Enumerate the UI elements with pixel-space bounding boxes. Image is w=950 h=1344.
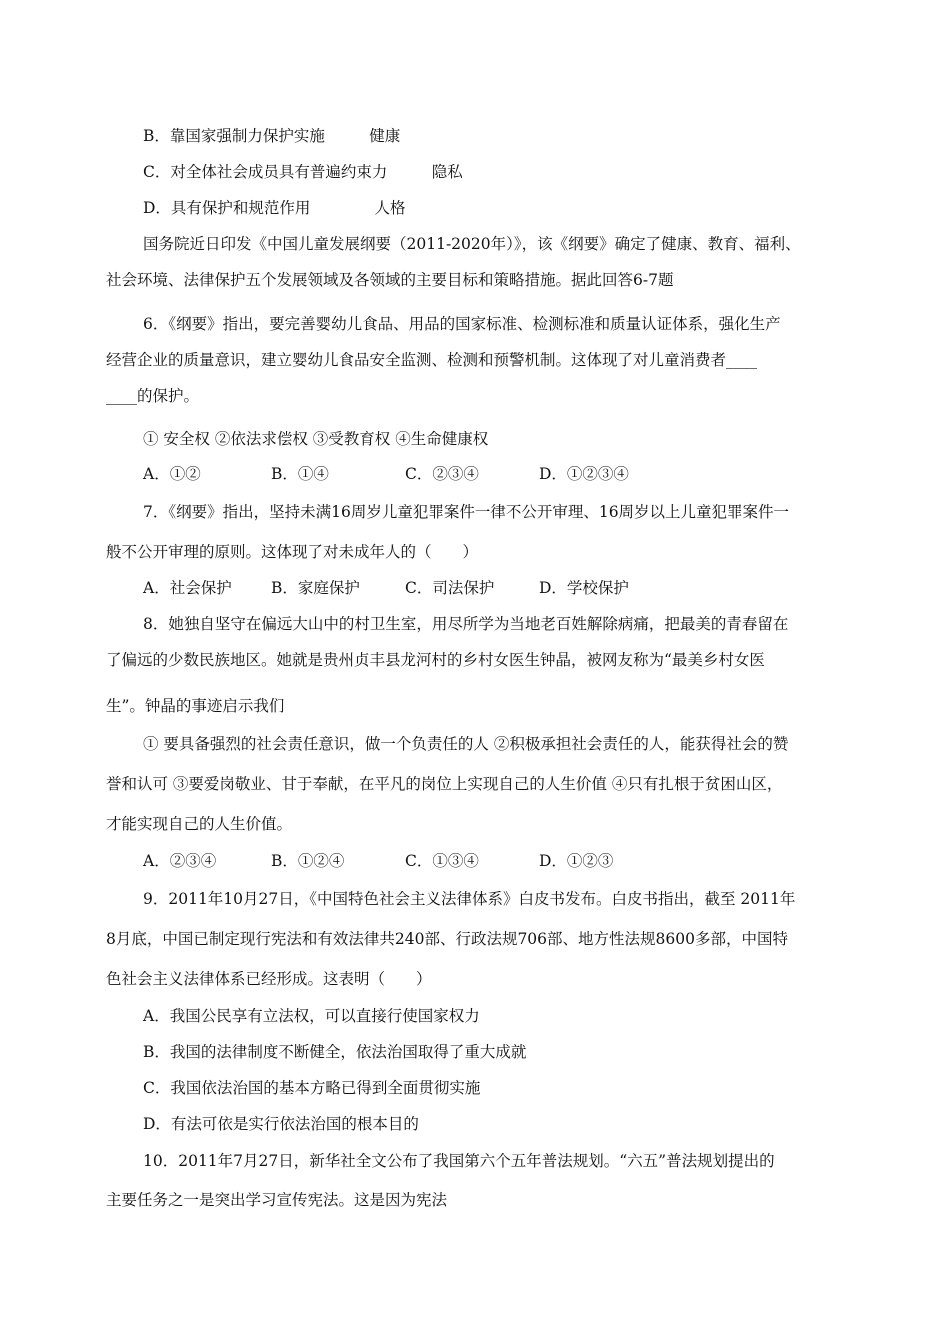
q10-stem-line: 10．2011年7月27日，新华社全文公布了我国第六个五年普法规划。“六五”普法规划提出的 <box>143 1152 775 1170</box>
q9-option-b: B．我国的法律制度不断健全，依法治国取得了重大成就 <box>143 1043 527 1061</box>
q6-option-d: D．①②③④ <box>539 465 629 483</box>
q7-options <box>143 578 629 598</box>
q6-choices-text: ① 安全权 ②依法求偿权 ③受教育权 ④生命健康权 <box>143 430 489 448</box>
q6-stem-line: 经营企业的质量意识，建立婴幼儿食品安全监测、检测和预警机制。这体现了对儿童消费者____ <box>106 351 758 369</box>
q9-option-c: C．我国依法治国的基本方略已得到全面贯彻实施 <box>143 1079 481 1097</box>
q7-option-d: D．学校保护 <box>539 579 629 597</box>
q8-stem-line: 生”。钟晶的事迹启示我们 <box>106 697 285 715</box>
passage-line: 国务院近日印发《中国儿童发展纲要（2011-2020年）》，该《纲要》确定了健康、教育、福利、 <box>143 235 801 253</box>
q8-option-d: D．①②③ <box>539 852 614 870</box>
q9-option-d: D．有法可依是实行依法治国的根本目的 <box>143 1115 419 1133</box>
q6-option-b: B．①④ <box>271 465 329 483</box>
q8-choices-text: 才能实现自己的人生价值。 <box>106 815 293 833</box>
q10-stem-line: 主要任务之一是突出学习宣传宪法。这是因为宪法 <box>106 1191 448 1209</box>
q8-option-a: A．②③④ <box>143 852 217 870</box>
q9-stem-line: 9．2011年10月27日，《中国特色社会主义法律体系》白皮书发布。白皮书指出，截至 2011年 <box>143 890 796 908</box>
q8-option-c: C．①③④ <box>405 852 479 870</box>
q5-option-d: D．具有保护和规范作用 人格 <box>143 199 406 217</box>
q7-option-a: A．社会保护 <box>143 579 232 597</box>
q6-option-a: A．①② <box>143 465 201 483</box>
q8-option-b: B．①②④ <box>271 852 345 870</box>
q6-option-c: C．②③④ <box>405 465 479 483</box>
q6-options <box>143 464 629 484</box>
q9-option-a: A．我国公民享有立法权，可以直接行使国家权力 <box>143 1007 480 1025</box>
q6-stem-line: ____的保护。 <box>106 387 200 405</box>
q5-option-c: C．对全体社会成员具有普遍约束力 隐私 <box>143 163 463 181</box>
q8-options <box>143 851 614 871</box>
q7-stem-line: 般不公开审理的原则。这体现了对未成年人的（ ） <box>106 543 479 561</box>
q5-option-b: B．靠国家强制力保护实施 健康 <box>143 127 401 145</box>
q9-stem-line: 色社会主义法律体系已经形成。这表明（ ） <box>106 970 432 988</box>
q8-choices-text: ① 要具备强烈的社会责任意识，做一个负责任的人 ②积极承担社会责任的人，能获得社会的赞 <box>143 735 789 753</box>
q7-option-b: B．家庭保护 <box>271 579 360 597</box>
q8-stem-line: 了偏远的少数民族地区。她就是贵州贞丰县龙河村的乡村女医生钟晶，被网友称为“最美乡村女医 <box>106 651 765 669</box>
q7-stem-line: 7．《纲要》指出，坚持未满16周岁儿童犯罪案件一律不公开审理、16周岁以上儿童犯罪案件一 <box>143 503 790 521</box>
passage-line: 社会环境、法律保护五个发展领域及各领域的主要目标和策略措施。据此回答6-7题 <box>106 271 674 289</box>
q8-choices-text: 誉和认可 ③要爱岗敬业、甘于奉献，在平凡的岗位上实现自己的人生价值 ④只有扎根于贫困山区， <box>106 775 783 793</box>
q7-option-c: C．司法保护 <box>405 579 495 597</box>
q9-stem-line: 8月底，中国已制定现行宪法和有效法律共240部、行政法规706部、地方性法规8600多部，中国特 <box>106 930 788 948</box>
q8-stem-line: 8．她独自坚守在偏远大山中的村卫生室，用尽所学为当地老百姓解除病痛，把最美的青春留在 <box>143 615 789 633</box>
q6-stem-line: 6．《纲要》指出，要完善婴幼儿食品、用品的国家标准、检测标准和质量认证体系，强化生产 <box>143 315 781 333</box>
